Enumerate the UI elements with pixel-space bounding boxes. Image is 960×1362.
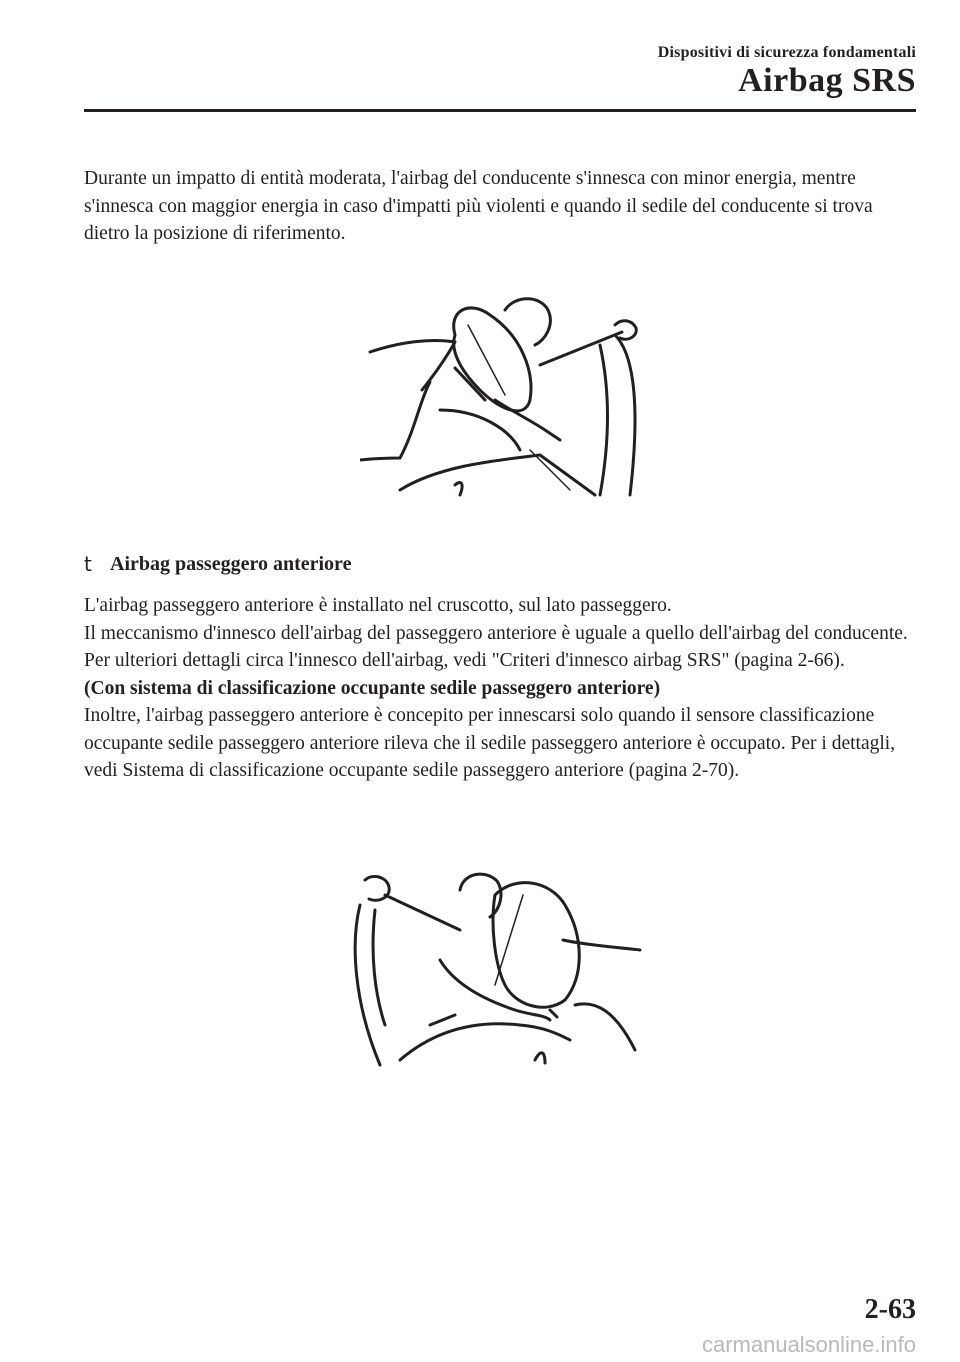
running-header-section: Dispositivi di sicurezza fondamentali — [657, 44, 916, 61]
intro-text: Durante un impatto di entità moderata, l'airbag del conducente s'innesca con minor energia, mentre s'innesca con maggior energia in caso d'impatti più violenti e quando il sedile del conducente si trova dietro la posizione di riferimento. — [84, 168, 873, 244]
passenger-airbag-body — [84, 592, 916, 785]
section-heading-passenger-airbag — [84, 552, 351, 576]
intro-paragraph — [84, 165, 916, 248]
page-title: Airbag SRS — [738, 62, 916, 99]
passenger-airbag-illustration — [345, 865, 645, 1070]
header-rule — [84, 109, 916, 112]
passenger-p4-condition: (Con sistema di classificazione occupante sedile passeggero anteriore) — [84, 677, 661, 699]
passenger-p2: Il meccanismo d'innesco dell'airbag del passeggero anteriore è uguale a quello dell'airbag del conducente. — [84, 622, 908, 644]
passenger-p5: Inoltre, l'airbag passeggero anteriore è concepito per innescarsi solo quando il sensore classificazione occupante sedile passeggero anteriore rileva che il sedile passeggero anteriore è occupato. Per i dettagli, vedi Sistema di classificazione occupante sedile passeggero anteriore (pagina 2-70). — [84, 705, 896, 781]
passenger-p3: Per ulteriori dettagli circa l'innesco dell'airbag, vedi "Criteri d'innesco airbag SRS" (pagina 2-66). — [84, 650, 845, 671]
section-bullet-icon: t — [84, 552, 92, 576]
passenger-p1: L'airbag passeggero anteriore è installato nel cruscotto, sul lato passeggero. — [84, 595, 672, 616]
driver-airbag-illustration — [360, 290, 660, 502]
section-heading-text: Airbag passeggero anteriore — [110, 552, 352, 575]
watermark: carmanualsonline.info — [701, 1332, 916, 1357]
page-number: 2-63 — [864, 1294, 916, 1325]
